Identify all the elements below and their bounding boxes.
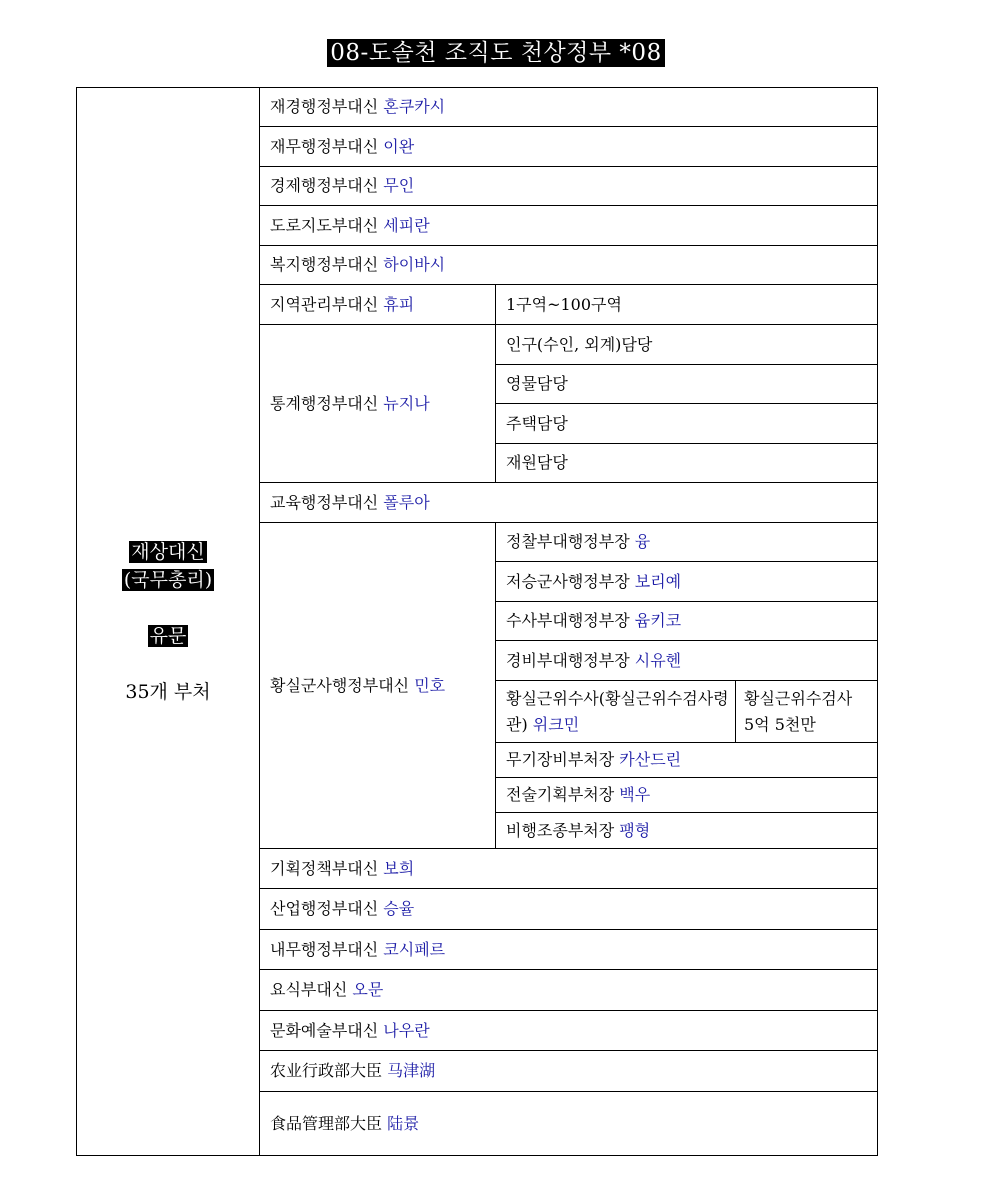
org-chart-table: [76, 87, 878, 1156]
sub-dept-cell: [496, 778, 878, 813]
minister-name: 하이바시: [383, 255, 446, 274]
dept-cell: [260, 1051, 878, 1092]
dept-cell: [260, 1011, 878, 1051]
dept-label: 경제행정부대신: [270, 176, 379, 195]
sub-dept-label: 황실근위수사(황실근위수검사령관): [506, 688, 729, 734]
sub-dept-cell: 주택담당: [496, 404, 878, 444]
sub-dept-head: 팽형: [619, 820, 651, 840]
sub-dept-label: 저승군사행정부장: [506, 571, 630, 591]
dept-label: 재경행정부대신: [270, 97, 379, 116]
leader-cell: [77, 88, 260, 1156]
dept-cell: [260, 483, 878, 523]
minister-name: 세피란: [383, 215, 430, 235]
dept-cell: [260, 930, 878, 970]
minister-name: 陆景: [387, 1113, 420, 1133]
side-info-cell: [736, 681, 878, 743]
sub-dept-cell: 재원담당: [496, 444, 878, 483]
minister-name: 혼쿠카시: [383, 97, 446, 116]
dept-cell: [260, 849, 878, 889]
dept-cell: [260, 167, 878, 206]
dept-label: 황실군사행정부대신: [270, 675, 410, 695]
dept-label: 교육행정부대신: [270, 492, 379, 512]
sub-dept-cell: [496, 641, 878, 681]
sub-dept-label: 무기장비부처장: [506, 750, 615, 769]
dept-label: 农业行政部大臣: [270, 1061, 383, 1080]
leader-title: 재상대신: [131, 540, 205, 563]
dept-label: 기획정책부대신: [270, 858, 379, 878]
minister-name: 무인: [383, 176, 415, 195]
sub-dept-label: 전술기획부처장: [506, 785, 615, 804]
dept-label: 내무행정부대신: [270, 939, 379, 959]
page-title: 08-도솔천 조직도 천상정부 *08: [327, 39, 664, 67]
dept-cell: [260, 285, 496, 325]
minister-name: 코시페르: [383, 939, 446, 959]
dept-cell: [260, 246, 878, 285]
dept-cell: [260, 206, 878, 246]
sub-dept-head: 보리예: [634, 571, 682, 591]
dept-cell: [260, 970, 878, 1011]
sub-dept-cell: 영물담당: [496, 365, 878, 404]
dept-label: 문화예술부대신: [270, 1020, 379, 1040]
detail-cell: 1구역~100구역: [496, 285, 878, 325]
dept-label: 산업행정부대신: [270, 899, 379, 918]
side-info-value: 5억 5천만: [744, 714, 816, 734]
dept-label: 통계행정부대신: [270, 393, 379, 413]
minister-name: 폴루아: [383, 492, 430, 512]
dept-cell: [260, 523, 496, 849]
side-info-title: 황실근위수검사: [744, 688, 853, 708]
minister-name: 승율: [383, 899, 415, 918]
sub-dept-cell: [496, 813, 878, 849]
sub-dept-cell: [496, 602, 878, 641]
sub-dept-label: 수사부대행정부장: [506, 611, 630, 630]
dept-count: 35개 부처: [125, 680, 211, 703]
sub-dept-cell: 인구(수인, 외계)담당: [496, 325, 878, 365]
minister-name: 이완: [383, 136, 415, 156]
sub-dept-head: 백우: [619, 785, 651, 804]
dept-label: 재무행정부대신: [270, 136, 379, 156]
sub-dept-cell: [496, 743, 878, 778]
minister-name: 민호: [414, 675, 446, 695]
table-row: [77, 88, 878, 127]
minister-name: 马津湖: [387, 1061, 436, 1080]
sub-dept-head: 시유헨: [634, 650, 682, 670]
dept-label: 복지행정부대신: [270, 255, 379, 274]
dept-label: 食品管理部大臣: [270, 1113, 383, 1133]
sub-dept-cell: [496, 523, 878, 562]
minister-name: 뉴지나: [383, 393, 430, 413]
sub-dept-label: 비행조종부처장: [506, 820, 615, 840]
dept-cell: [260, 88, 878, 127]
dept-cell: [260, 325, 496, 483]
dept-label: 요식부대신: [270, 980, 348, 999]
minister-name: 휴피: [383, 294, 415, 314]
sub-dept-label: 정찰부대행정부장: [506, 532, 630, 551]
minister-name: 오문: [352, 980, 384, 999]
dept-cell: [260, 127, 878, 167]
minister-name: 나우란: [383, 1020, 430, 1040]
sub-dept-head: 위크민: [532, 714, 580, 734]
sub-dept-head: 융: [634, 532, 651, 551]
dept-label: 지역관리부대신: [270, 294, 379, 314]
dept-cell: [260, 889, 878, 930]
dept-label: 도로지도부대신: [270, 215, 379, 235]
sub-dept-head: 윰키코: [634, 611, 682, 630]
dept-cell: [260, 1092, 878, 1156]
sub-dept-cell: [496, 562, 878, 602]
sub-dept-cell: [496, 681, 736, 743]
sub-dept-label: 경비부대행정부장: [506, 650, 630, 670]
leader-name: 유문: [149, 624, 187, 647]
sub-dept-head: 카산드린: [619, 750, 682, 769]
leader-subtitle: (국무총리): [123, 568, 213, 591]
minister-name: 보희: [383, 858, 415, 878]
